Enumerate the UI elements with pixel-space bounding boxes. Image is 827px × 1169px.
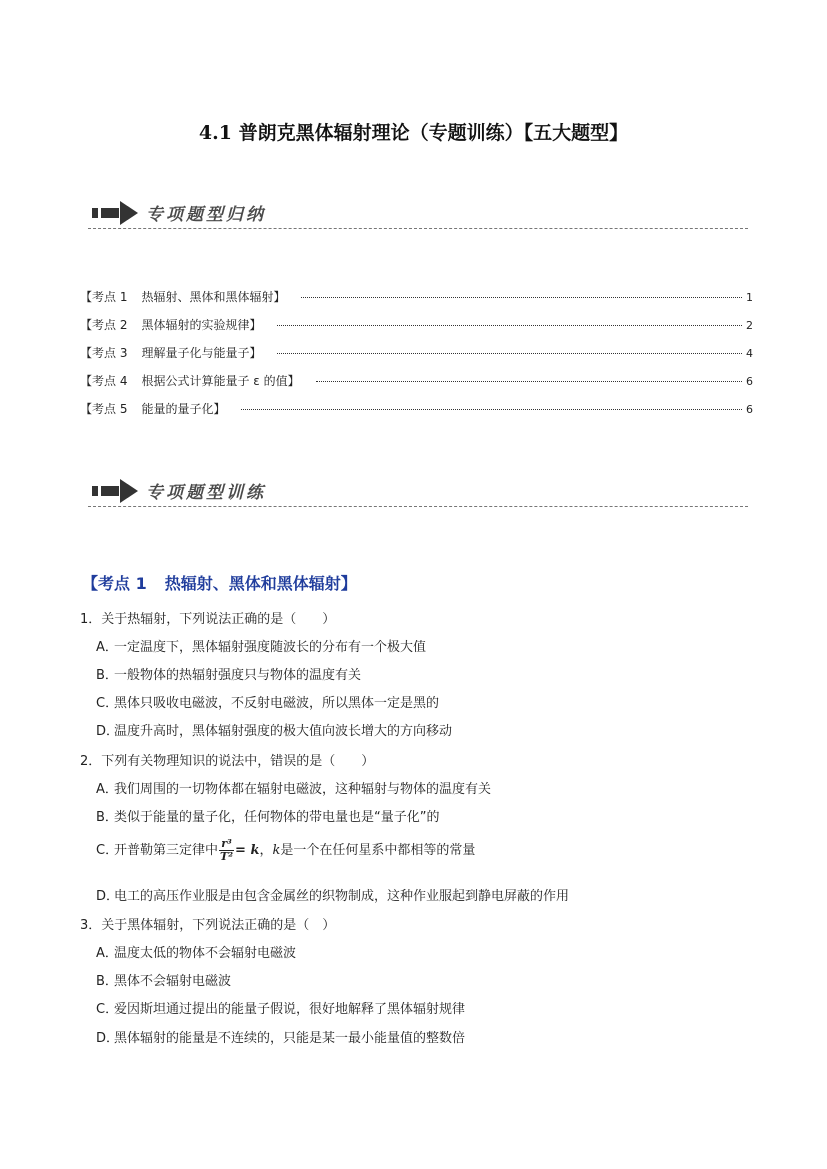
question-option [96,778,491,797]
question-option [96,885,569,904]
question-option [96,806,439,825]
question-option [96,970,231,989]
table-of-contents [80,288,752,428]
option-text: 开普勒第三定律中 [114,843,219,858]
arrow-icon [92,478,140,508]
toc-item[interactable] [80,288,752,316]
toc-item[interactable] [80,372,752,400]
option-key: A． [96,946,118,961]
option-key: B． [96,668,118,683]
toc-item-text: 能量的量子化】 [141,402,226,416]
toc-item-label: 【考点 4 [80,374,128,388]
toc-item-text: 热辐射、黑体和黑体辐射】 [141,290,286,304]
toc-item[interactable] [80,316,752,344]
arrow-icon [92,200,140,230]
option-text: 温度太低的物体不会辐射电磁波 [114,946,297,961]
toc-item[interactable] [80,400,752,428]
option-text: 温度升高时，黑体辐射强度的极大值向波长增大的方向移动 [114,724,453,739]
option-text: 一定温度下，黑体辐射强度随波长的分布有一个极大值 [114,640,427,655]
toc-page-number: 6 [746,375,753,388]
section-banner-summary [88,196,748,232]
option-text: 爱因斯坦通过提出的能量子假说，很好地解释了黑体辐射规律 [114,1002,466,1017]
question-option [96,692,439,711]
option-text: 是一个在任何星系中都相等的常量 [280,843,476,858]
formula-variable: k [272,843,281,858]
banner-title: 专项题型归纳 [146,205,266,225]
question-option [96,998,465,1017]
formula-equals: = k [235,843,260,858]
section-label: 【考点 1 [82,574,147,593]
toc-item[interactable] [80,344,752,372]
dashed-divider [88,228,748,229]
question-option [96,636,426,655]
toc-page-number: 4 [746,347,753,360]
question-stem: 1．关于热辐射，下列说法正确的是（ ） [80,612,336,627]
option-text: 黑体只吸收电磁波，不反射电磁波，所以黑体一定是黑的 [114,696,440,711]
toc-item-text: 黑体辐射的实验规律】 [141,318,262,332]
section-banner-training [88,474,748,510]
banner-title: 专项题型训练 [146,483,266,503]
fraction-denominator: T² [220,850,234,863]
toc-leader [241,409,742,410]
option-key: D． [96,1031,120,1046]
question-option [96,838,475,863]
toc-leader [277,325,742,326]
toc-item-text: 根据公式计算能量子 ε 的值】 [141,374,300,388]
option-text: 电工的高压作业服是由包含金属丝的织物制成，这种作业服起到静电屏蔽的作用 [114,889,570,904]
option-key: D． [96,724,120,739]
option-key: C． [96,696,119,711]
toc-leader [316,381,742,382]
option-text: 我们周围的一切物体都在辐射电磁波，这种辐射与物体的温度有关 [114,782,492,797]
question-stem: 3．关于黑体辐射，下列说法正确的是（ ） [80,918,336,933]
option-text: 黑体不会辐射电磁波 [114,974,232,989]
section-heading [82,571,357,594]
dashed-divider [88,506,748,507]
toc-page-number: 6 [746,403,753,416]
question-option [96,664,361,683]
toc-item-label: 【考点 5 [80,402,128,416]
option-key: B． [96,810,118,825]
question-stem: 2．下列有关物理知识的说法中，错误的是（ ） [80,754,375,769]
toc-item-label: 【考点 2 [80,318,128,332]
toc-item-text: 理解量子化与能量子】 [141,346,262,360]
page-title: 4.1 普朗克黑体辐射理论（专题训练）【五大题型】 [198,122,629,144]
option-key: C． [96,843,119,858]
question-option [96,1027,465,1046]
toc-leader [277,353,742,354]
option-key: C． [96,1002,119,1017]
section-title: 热辐射、黑体和黑体辐射】 [164,574,357,593]
option-key: D． [96,889,120,904]
toc-page-number: 2 [746,319,753,332]
fraction-numerator: r³ [219,838,234,851]
toc-item-label: 【考点 1 [80,290,128,304]
question-option [96,720,452,739]
option-text: 黑体辐射的能量是不连续的，只能是某一最小能量值的整数倍 [114,1031,466,1046]
question-option [96,942,296,961]
formula-fraction [219,838,234,863]
option-text: 一般物体的热辐射强度只与物体的温度有关 [114,668,362,683]
option-key: A． [96,782,118,797]
option-key: A． [96,640,118,655]
toc-leader [301,297,742,298]
toc-item-label: 【考点 3 [80,346,128,360]
toc-page-number: 1 [746,291,753,304]
option-text: 类似于能量的量子化，任何物体的带电量也是“量子化”的 [114,810,440,825]
option-key: B． [96,974,118,989]
option-text: ， [259,843,273,858]
